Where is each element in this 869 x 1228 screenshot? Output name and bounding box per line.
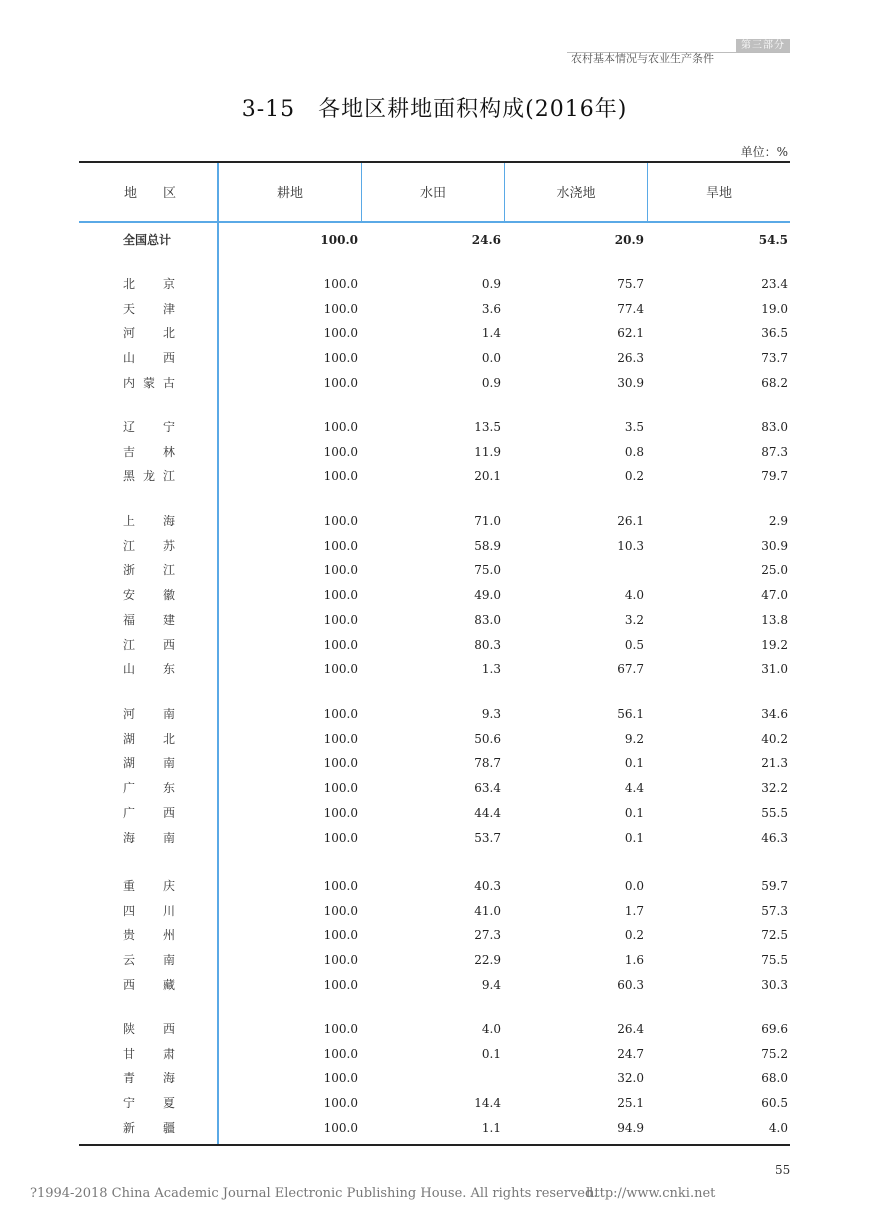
footer-url[interactable]: http://www.cnki.net [586, 1186, 716, 1201]
cell-value: 63.4 [474, 781, 501, 796]
cell-value: 75.5 [761, 953, 788, 968]
cell-value: 0.1 [624, 805, 644, 820]
region-name [123, 610, 175, 630]
cell-value: 100.0 [323, 662, 358, 677]
region-char: 东 [162, 781, 175, 796]
table-row [79, 753, 790, 773]
region-char: 海 [162, 1071, 175, 1086]
region-char: 京 [162, 277, 175, 291]
table-row [79, 442, 790, 462]
cell-value: 4.4 [624, 781, 644, 796]
region-char: 宁 [162, 420, 175, 434]
region-char: 龙 [142, 469, 155, 484]
region-name [123, 560, 175, 580]
cell-value: 100.0 [323, 301, 358, 316]
cell-value: 20.9 [614, 233, 644, 247]
cell-value: 68.2 [761, 375, 788, 390]
table-row [79, 876, 790, 896]
cell-value: 0.0 [481, 351, 501, 366]
table-row [79, 511, 790, 531]
region-char: 陕 [123, 1022, 136, 1036]
region-char: 湖 [123, 756, 136, 771]
cell-value: 100.0 [323, 879, 358, 893]
region-char: 四 [123, 903, 136, 918]
cell-value: 100.0 [323, 637, 358, 652]
region-name [123, 950, 175, 970]
cell-value: 22.9 [474, 953, 501, 968]
cell-value: 100.0 [323, 444, 358, 459]
cell-value: 100.0 [323, 781, 358, 796]
section-title: 农村基本情况与农业生产条件 [571, 52, 714, 65]
cell-value: 83.0 [474, 612, 501, 627]
cell-value: 75.2 [761, 1046, 788, 1061]
region-char: 南 [162, 953, 175, 968]
cell-value: 9.3 [481, 707, 501, 721]
region-char: 重 [123, 879, 136, 893]
region-name [123, 466, 175, 486]
cell-value: 23.4 [761, 277, 788, 291]
region-char: 西 [123, 977, 136, 992]
cell-value: 77.4 [617, 301, 644, 316]
region-char: 北 [162, 326, 175, 341]
cell-value: 14.4 [474, 1096, 501, 1111]
cell-value: 72.5 [761, 928, 788, 943]
region-char: 青 [123, 1071, 136, 1086]
cell-value: 67.7 [617, 662, 644, 677]
table-row-total [79, 230, 790, 250]
cell-value: 1.7 [624, 903, 644, 918]
cell-value: 4.0 [481, 1022, 501, 1036]
cell-value: 0.5 [624, 637, 644, 652]
cell-value: 94.9 [617, 1120, 644, 1135]
table-row [79, 659, 790, 679]
cell-value: 40.2 [761, 731, 788, 746]
section-tag: 第三部分 [736, 39, 790, 52]
region-char: 北 [162, 731, 175, 746]
cell-value: 100.0 [323, 731, 358, 746]
cell-value: 62.1 [617, 326, 644, 341]
column-header-region: 地 区 [123, 186, 176, 201]
region-name [123, 828, 175, 848]
cell-value: 26.3 [617, 351, 644, 366]
cell-value: 2.9 [768, 514, 788, 528]
region-name [123, 704, 175, 724]
cell-value: 1.1 [481, 1120, 501, 1135]
cell-value: 100.0 [323, 351, 358, 366]
region-name [123, 1019, 175, 1039]
cell-value: 100.0 [323, 903, 358, 918]
cell-value: 100.0 [323, 420, 358, 434]
cell-value: 36.5 [761, 326, 788, 341]
cell-value: 0.9 [481, 277, 501, 291]
table-row [79, 560, 790, 580]
region-char: 新 [123, 1120, 136, 1135]
region-name [123, 373, 175, 393]
region-name [123, 1068, 175, 1088]
cell-value: 100.0 [323, 977, 358, 992]
cell-value: 40.3 [474, 879, 501, 893]
region-char: 宁 [123, 1096, 136, 1111]
table-row [79, 348, 790, 368]
cell-value: 100.0 [320, 233, 358, 247]
cell-value: 3.5 [624, 420, 644, 434]
table-row [79, 299, 790, 319]
cell-value: 56.1 [617, 707, 644, 721]
region-name [123, 1093, 175, 1113]
region-char: 辽 [123, 420, 136, 434]
cell-value: 13.8 [761, 612, 788, 627]
cell-value: 13.5 [474, 420, 501, 434]
cell-value: 46.3 [761, 830, 788, 845]
region-name [123, 348, 175, 368]
cell-value: 75.0 [474, 563, 501, 578]
cell-value: 100.0 [323, 953, 358, 968]
table-row [79, 274, 790, 294]
cell-value: 73.7 [761, 351, 788, 366]
region-char: 江 [162, 469, 175, 484]
table-row [79, 950, 790, 970]
cell-value: 71.0 [474, 514, 501, 528]
cell-value: 0.2 [624, 469, 644, 484]
region-name [123, 778, 175, 798]
region-char: 西 [162, 805, 175, 820]
cell-value: 30.3 [761, 977, 788, 992]
cell-value: 21.3 [761, 756, 788, 771]
cell-value: 87.3 [761, 444, 788, 459]
cell-value: 100.0 [323, 326, 358, 341]
cell-value: 0.8 [624, 444, 644, 459]
column-header-paddy: 水田 [419, 186, 446, 201]
cell-value: 78.7 [474, 756, 501, 771]
region-char: 河 [123, 326, 136, 341]
cell-value: 32.2 [761, 781, 788, 796]
region-char: 江 [162, 563, 175, 578]
region-char: 天 [123, 301, 136, 316]
region-char: 建 [162, 612, 175, 627]
cell-value: 69.6 [761, 1022, 788, 1036]
table-row [79, 828, 790, 848]
cell-value: 58.9 [474, 538, 501, 553]
column-header-dryland: 旱地 [705, 186, 732, 201]
region-char: 津 [162, 301, 175, 316]
table-top-rule [79, 161, 790, 163]
cell-value: 0.9 [481, 375, 501, 390]
region-name [123, 901, 175, 921]
region-name [123, 975, 175, 995]
cell-value: 25.0 [761, 563, 788, 578]
cell-value: 0.2 [624, 928, 644, 943]
region-char: 广 [123, 781, 136, 796]
region-char: 上 [123, 514, 136, 528]
cell-value: 79.7 [761, 469, 788, 484]
cell-value: 75.7 [617, 277, 644, 291]
region-name [123, 659, 175, 679]
cell-value: 100.0 [323, 612, 358, 627]
region-char: 肃 [162, 1046, 175, 1061]
table-row [79, 635, 790, 655]
table-row [79, 1019, 790, 1039]
unit-label: 单位：% [740, 145, 788, 159]
region-name [123, 925, 175, 945]
region-char: 东 [162, 662, 175, 677]
cell-value: 100.0 [323, 588, 358, 603]
region-char: 西 [162, 351, 175, 366]
cell-value: 34.6 [761, 707, 788, 721]
region-name: 全国总计 [123, 233, 172, 247]
cell-value: 31.0 [761, 662, 788, 677]
region-name [123, 635, 175, 655]
region-char: 北 [123, 277, 136, 291]
column-header-irrigated: 水浇地 [556, 186, 596, 201]
table-row [79, 536, 790, 556]
cell-value: 26.4 [617, 1022, 644, 1036]
table-row [79, 373, 790, 393]
footer-copyright: ?1994-2018 China Academic Journal Electronic Publishing House. All rights reserved. [30, 1186, 598, 1201]
cell-value: 53.7 [474, 830, 501, 845]
region-char: 吉 [123, 444, 136, 459]
region-name [123, 1044, 175, 1064]
region-char: 甘 [123, 1046, 136, 1061]
region-char: 海 [123, 830, 136, 845]
table-row [79, 417, 790, 437]
table-row [79, 1044, 790, 1064]
region-char: 西 [162, 1022, 175, 1036]
cell-value: 25.1 [617, 1096, 644, 1111]
table-row [79, 585, 790, 605]
region-char: 河 [123, 707, 136, 721]
table-row [79, 1093, 790, 1113]
cell-value: 30.9 [617, 375, 644, 390]
cell-value: 11.9 [474, 444, 501, 459]
region-name [123, 876, 175, 896]
region-char: 云 [123, 953, 136, 968]
cell-value: 1.3 [481, 662, 501, 677]
cell-value: 0.1 [481, 1046, 501, 1061]
table-row [79, 1068, 790, 1088]
region-char: 川 [162, 903, 175, 918]
region-char: 古 [162, 375, 175, 390]
table-row [79, 323, 790, 343]
cell-value: 41.0 [474, 903, 501, 918]
region-char: 海 [162, 514, 175, 528]
cell-value: 19.2 [761, 637, 788, 652]
region-name [123, 729, 175, 749]
cell-value: 80.3 [474, 637, 501, 652]
region-char: 林 [162, 444, 175, 459]
region-char: 藏 [162, 977, 175, 992]
region-char: 蒙 [142, 375, 155, 390]
cell-value: 3.6 [481, 301, 501, 316]
cell-value: 100.0 [323, 830, 358, 845]
table-row [79, 925, 790, 945]
cell-value: 68.0 [761, 1071, 788, 1086]
cell-value: 60.5 [761, 1096, 788, 1111]
cell-value: 59.7 [761, 879, 788, 893]
region-char: 西 [162, 637, 175, 652]
region-char: 江 [123, 637, 136, 652]
region-char: 广 [123, 805, 136, 820]
cell-value: 100.0 [323, 469, 358, 484]
region-char: 湖 [123, 731, 136, 746]
region-char: 江 [123, 538, 136, 553]
region-name [123, 511, 175, 531]
region-char: 庆 [162, 879, 175, 893]
cell-value: 20.1 [474, 469, 501, 484]
cell-value: 55.5 [761, 805, 788, 820]
table-bottom-rule [79, 1144, 790, 1146]
cell-value: 100.0 [323, 514, 358, 528]
region-name [123, 323, 175, 343]
region-name [123, 1118, 175, 1138]
cell-value: 100.0 [323, 707, 358, 721]
cell-value: 47.0 [761, 588, 788, 603]
cell-value: 83.0 [761, 420, 788, 434]
table-row [79, 610, 790, 630]
cell-value: 100.0 [323, 1120, 358, 1135]
region-char: 徽 [162, 588, 175, 603]
cell-value: 19.0 [761, 301, 788, 316]
cell-value: 100.0 [323, 928, 358, 943]
cell-value: 10.3 [617, 538, 644, 553]
table-header-rule [79, 221, 790, 223]
cell-value: 50.6 [474, 731, 501, 746]
region-char: 疆 [162, 1120, 175, 1135]
region-name [123, 299, 175, 319]
cell-value: 1.6 [624, 953, 644, 968]
region-name [123, 536, 175, 556]
cell-value: 100.0 [323, 538, 358, 553]
cell-value: 100.0 [323, 277, 358, 291]
cell-value: 26.1 [617, 514, 644, 528]
cell-value: 100.0 [323, 756, 358, 771]
region-char: 山 [123, 662, 136, 677]
region-char: 南 [162, 707, 175, 721]
cell-value: 24.7 [617, 1046, 644, 1061]
page-number: 55 [775, 1163, 791, 1177]
region-char: 福 [123, 612, 136, 627]
region-name [123, 274, 175, 294]
cell-value: 0.0 [624, 879, 644, 893]
table-row [79, 466, 790, 486]
table-row [79, 729, 790, 749]
cell-value: 1.4 [481, 326, 501, 341]
cell-value: 4.0 [768, 1120, 788, 1135]
cell-value: 32.0 [617, 1071, 644, 1086]
cell-value: 100.0 [323, 1096, 358, 1111]
region-char: 夏 [162, 1096, 175, 1111]
cell-value: 54.5 [758, 233, 788, 247]
cell-value: 0.1 [624, 830, 644, 845]
table-row [79, 1118, 790, 1138]
cell-value: 9.2 [624, 731, 644, 746]
cell-value: 100.0 [323, 375, 358, 390]
cell-value: 100.0 [323, 1022, 358, 1036]
cell-value: 60.3 [617, 977, 644, 992]
table-row [79, 803, 790, 823]
region-char: 黑 [123, 469, 136, 484]
table-row [79, 704, 790, 724]
region-name [123, 442, 175, 462]
cell-value: 49.0 [474, 588, 501, 603]
region-char: 南 [162, 830, 175, 845]
region-name [123, 753, 175, 773]
column-header-cultivated: 耕地 [276, 186, 303, 201]
cell-value: 100.0 [323, 805, 358, 820]
cell-value: 3.2 [624, 612, 644, 627]
region-char: 苏 [162, 538, 175, 553]
cell-value: 100.0 [323, 563, 358, 578]
cell-value: 27.3 [474, 928, 501, 943]
region-name [123, 585, 175, 605]
cell-value: 100.0 [323, 1071, 358, 1086]
cell-value: 9.4 [481, 977, 501, 992]
table-row [79, 975, 790, 995]
region-char: 贵 [123, 928, 136, 943]
region-char: 安 [123, 588, 136, 603]
cell-value: 57.3 [761, 903, 788, 918]
region-name [123, 803, 175, 823]
cell-value: 4.0 [624, 588, 644, 603]
region-char: 山 [123, 351, 136, 366]
region-char: 内 [123, 375, 136, 390]
region-name [123, 417, 175, 437]
table-row [79, 901, 790, 921]
cell-value: 44.4 [474, 805, 501, 820]
table-title: 3-15 各地区耕地面积构成(2016年) [241, 97, 628, 122]
cell-value: 30.9 [761, 538, 788, 553]
cell-value: 24.6 [471, 233, 501, 247]
region-char: 浙 [123, 563, 136, 578]
region-char: 州 [162, 928, 175, 943]
cell-value: 100.0 [323, 1046, 358, 1061]
cell-value: 0.1 [624, 756, 644, 771]
table-row [79, 778, 790, 798]
region-char: 南 [162, 756, 175, 771]
